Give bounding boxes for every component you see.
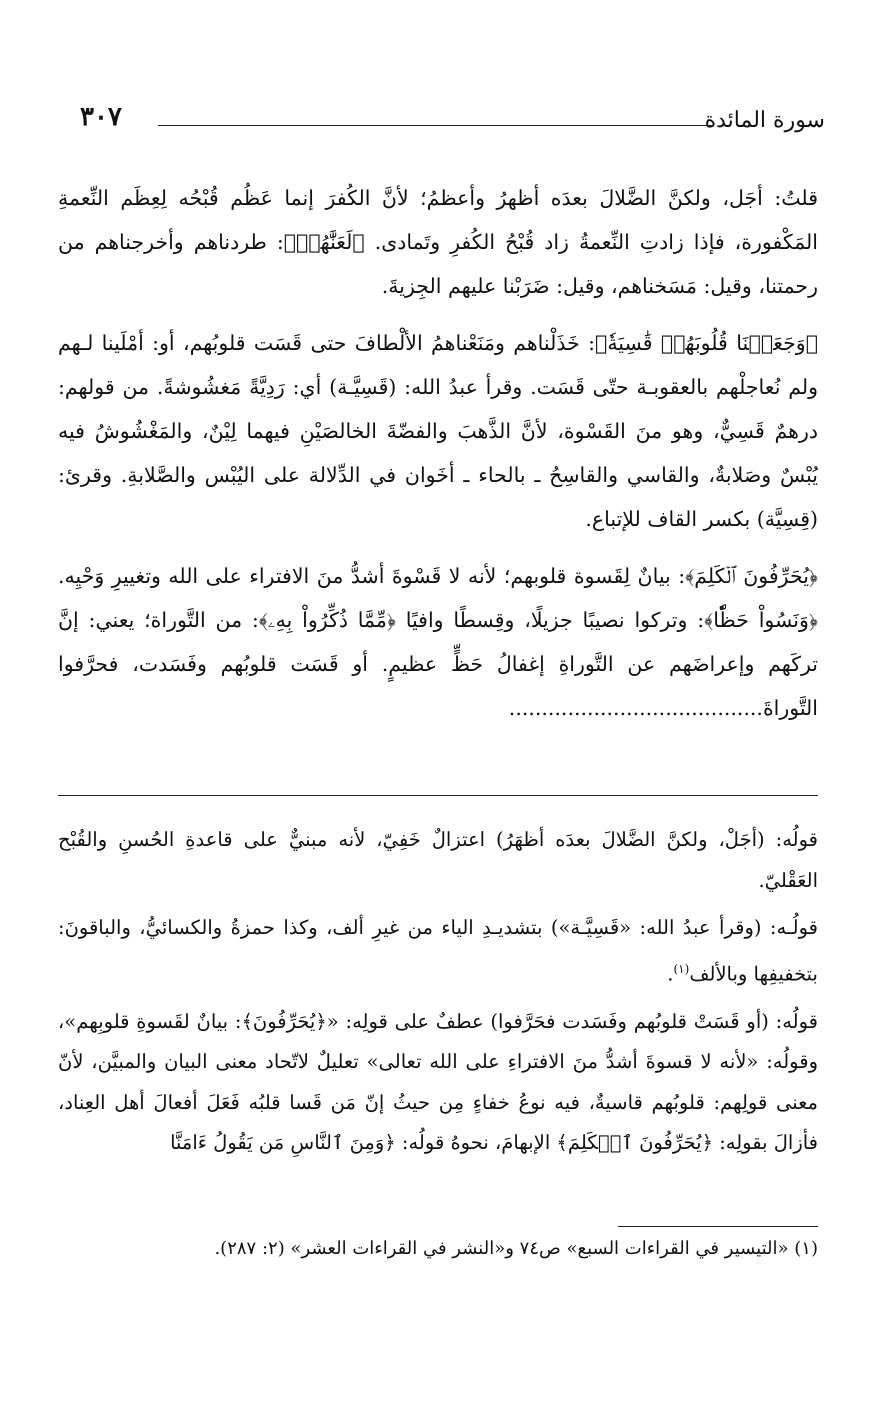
note-1: قولُه: (أجَلْ، ولكنَّ الضَّلالَ بعدَه أظهَرُ) اعتزالٌ خَفِيّ، لأنه مبنيٌّ على قاعدةِ الحُسنِ والقُبْح العَقْليّ.	[58, 828, 818, 892]
paragraph-3-text: ﴿يُحَرِّفُونَ ٱلۡكَلِمَ﴾: بيانٌ لِقَسوة قلوبهم؛ لأنه لا قَسْوةَ أشدُّ منَ الافتراء على الله وتغييرِ وَحْيِه. ﴿وَنَسُواْ حَظّٗا﴾: وتركوا نصيبًا جزيلًا، وقِسطًا وافيًا ﴿مِّمَّا ذُكِّرُواْ بِهِۦ﴾: من التَّوراة؛ يعني: إنَّ تركَهم وإعراضَهم عن التَّوراةِ إغفالُ حَظٍّ عظيمٍ. أو قَسَت قلوبُهم وفَسَدت، فحرَّفوا التَّوراةَ.	[58, 563, 818, 721]
note-3: قولُه: (أو قَسَتْ قلوبُهم وفَسَدت فحَرَّفوا) عطفٌ على قولِه: «﴿يُحَرِّفُونَ﴾: بيانٌ لقَسوةِ قلوبِهم»، وقولُه: «لأنه لا قسوةَ أشدُّ منَ الافتراءِ على الله تعالى» تعليلٌ لاتّحاد معنى البيان والمبيَّن، لأنّ معنى قولِهم: قلوبُهم قاسيةٌ، فيه نوعُ خفاءٍ مِن حيثُ إنّ مَن قَسا قلبُه فَعَلَ أفعالَ أهل العِناد، فأزالَ بقولِه: ﴿يُحَرِّفُونَ ٱلۡكَلِمَ﴾ الإبهامَ، نحوهُ قولُه: ﴿وَمِنَ ٱلنَّاسِ مَن يَقُولُ ءَامَنَّا	[58, 1009, 818, 1154]
note-2-text: قولُـه: (وقرأ عبدُ الله: «قَسِيَّـة») بتشديـدِ الياء من غيرِ ألف، وكذا حمزةُ والكسائيُّ، والباقونَ: بتخفيفِها وبالألف	[58, 916, 818, 985]
footnote-ref: (١)	[673, 961, 690, 976]
paragraph-3	[58, 554, 818, 731]
section-separator	[58, 795, 818, 796]
note-2	[58, 908, 818, 995]
footnote: (١) «التيسير في القراءات السبع» ص٧٤ و«النشر في القراءات العشر» (٢: ٢٨٧).	[214, 1238, 818, 1259]
continuation-dots: ......................................	[508, 696, 757, 721]
surah-title: سورة المائدة	[704, 108, 825, 133]
note-2-end: .	[667, 962, 674, 985]
main-text	[58, 176, 818, 730]
page-header	[80, 102, 825, 148]
paragraph-1: قلتُ: أجَل، ولكنَّ الضَّلالَ بعدَه أظهرُ وأعظمُ؛ لأنَّ الكُفرَ إنما عَظُم قُبْحُه لِعِظَم النِّعمةِ المَكْفورة، فإذا زادتِ النِّعمةُ زاد قُبْحُ الكُفرِ وتَمادى. ﴿لَعَنَّٰهُمۡ﴾: طردناهم وأخرجناهم من رحمتنا، وقيل: مَسَخناهم، وقيل: ضَرَبْنا عليهم الجِزيةَ.	[58, 186, 818, 299]
footnote-rule	[618, 1226, 818, 1227]
commentary	[58, 820, 818, 1164]
paragraph-2: ﴿وَجَعَلۡنَا قُلُوبَهُمۡ قَٰسِيَةٗ﴾: خَذَلْناهم ومَنَعْناهمُ الألْطافَ حتى قَسَت قلوبُهم، أو: أمْلَينا لـهم ولم نُعاجلْهم بالعقوبـة حتّى قَسَت. وقرأ عبدُ الله: (قَسِيَّـة) أي: رَدِيَّةً مَغشُوشةً. من قولهم: درهمٌ قَسِيٌّ، وهو منَ القَسْوة، لأنَّ الذَّهبَ والفضّةَ الخالصَيْنِ فيهما لِيْنٌ، والمَغْشُوشُ فيه يُبْسٌ وصَلابةٌ، والقاسي والقاسِحُ ـ بالحاء ـ أخَوان في الدِّلالة على اليُبْس والصَّلابةِ. وقرئ: (قِسِيَّة) بكسر القاف للإتباع.	[58, 330, 819, 532]
page-number: ٣٠٧	[80, 102, 122, 132]
header-rule	[158, 125, 713, 126]
